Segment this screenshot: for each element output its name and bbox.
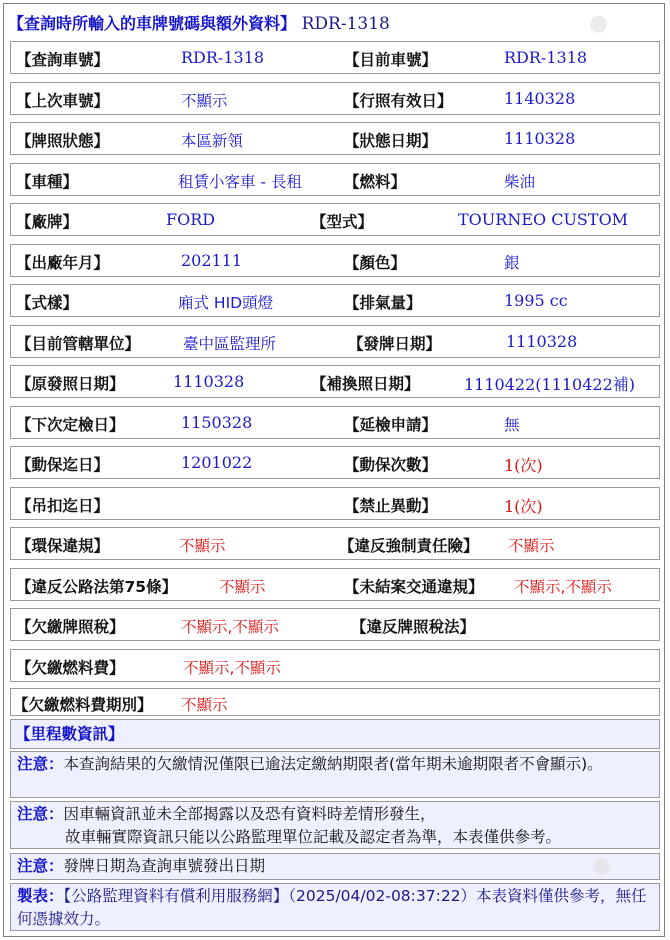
value-environmental-violation: 不顯示 bbox=[179, 537, 226, 555]
value-highway-act-violation: 不顯示 bbox=[219, 578, 266, 596]
value-original-license-date: 1110328 bbox=[173, 372, 245, 391]
row-fuel-fee-period bbox=[10, 688, 660, 716]
value-query-plate: RDR-1318 bbox=[181, 48, 265, 67]
label-license-tax-violation: 【違反牌照稅法】 bbox=[351, 618, 476, 636]
row-vehicle-type bbox=[10, 163, 660, 196]
label-unpaid-license-tax: 【欠繳牌照稅】 bbox=[16, 618, 125, 636]
row-license-tax bbox=[10, 608, 660, 641]
label-next-inspection: 【下次定檢日】 bbox=[16, 416, 125, 434]
value-previous-plate: 不顯示 bbox=[181, 92, 228, 110]
row-previous-plate bbox=[10, 82, 660, 115]
note-disclosure-label: 注意： bbox=[17, 805, 64, 823]
watermark-bottom: ● bbox=[592, 852, 612, 878]
value-brand: FORD bbox=[166, 210, 216, 229]
label-color: 【顏色】 bbox=[344, 254, 407, 272]
row-plate-status bbox=[10, 122, 660, 155]
value-transfer-prohibited: 1(次) bbox=[504, 497, 543, 516]
footer-made-by-text: 【公路監理資料有償利用服務網】（2025/04/02-08:37:22）本表資料僅供參考，無任何憑據效力。 bbox=[17, 887, 647, 928]
value-vehicle-type: 租賃小客車 - 長租 bbox=[178, 173, 302, 191]
header-plate: RDR-1318 bbox=[301, 14, 390, 34]
value-plate-status: 本區新領 bbox=[181, 132, 244, 150]
value-body-style: 廂式 HID頭燈 bbox=[178, 294, 274, 312]
label-jurisdiction: 【目前管轄單位】 bbox=[16, 335, 141, 353]
value-chattel-mortgage-end: 1201022 bbox=[181, 453, 253, 472]
mileage-title: 【里程數資訊】 bbox=[15, 725, 124, 743]
label-unpaid-fuel-fee-period: 【欠繳燃料費期別】 bbox=[13, 696, 153, 714]
row-plate bbox=[10, 41, 660, 74]
row-fuel-fee bbox=[10, 649, 660, 682]
label-fuel: 【燃料】 bbox=[344, 173, 407, 191]
value-manufacture-date: 202111 bbox=[181, 251, 243, 270]
note-arrears bbox=[10, 751, 660, 798]
value-compulsory-insurance-violation: 不顯示 bbox=[508, 537, 555, 555]
label-plate-status: 【牌照狀態】 bbox=[16, 132, 110, 150]
note-disclosure bbox=[10, 801, 660, 849]
row-jurisdiction bbox=[10, 325, 660, 358]
value-displacement: 1995 cc bbox=[504, 291, 568, 310]
label-current-plate: 【目前車號】 bbox=[344, 51, 438, 69]
note-disclosure-line2: 故車輛實際資訊只能以公路監理單位記載及認定者為準，本表僅供參考。 bbox=[65, 828, 562, 846]
note-arrears-text: 本查詢結果的欠繳情況僅限已逾法定繳納期限者(當年期未逾期限者不會顯示)。 bbox=[63, 755, 603, 773]
label-replacement-date: 【補換照日期】 bbox=[311, 375, 420, 393]
label-issue-date: 【發牌日期】 bbox=[348, 335, 442, 353]
watermark-top: ● bbox=[589, 10, 609, 36]
note-issue-date-label: 注意： bbox=[17, 857, 64, 875]
row-original-license-date bbox=[10, 365, 660, 398]
value-issue-date: 1110328 bbox=[506, 332, 578, 351]
value-status-date: 1110328 bbox=[504, 129, 576, 148]
value-unpaid-fuel-fee: 不顯示,不顯示 bbox=[183, 659, 281, 677]
row-next-inspection bbox=[10, 406, 660, 439]
row-suspension bbox=[10, 487, 660, 520]
label-brand: 【廠牌】 bbox=[16, 213, 79, 231]
footer-made-by-label: 製表： bbox=[17, 887, 64, 905]
row-manufacture-date bbox=[10, 244, 660, 277]
value-fuel: 柴油 bbox=[504, 173, 536, 191]
label-open-traffic-violations: 【未結案交通違規】 bbox=[344, 578, 484, 596]
label-chattel-mortgage-count: 【動保次數】 bbox=[344, 456, 438, 474]
label-unpaid-fuel-fee: 【欠繳燃料費】 bbox=[16, 659, 125, 677]
label-compulsory-insurance-violation: 【違反強制責任險】 bbox=[339, 537, 479, 555]
mileage-section bbox=[10, 719, 660, 749]
value-jurisdiction: 臺中區監理所 bbox=[183, 335, 277, 353]
value-license-valid-date: 1140328 bbox=[504, 89, 576, 108]
header-title: 【查詢時所輸入的車牌號碼與額外資料】 bbox=[8, 14, 297, 33]
label-body-style: 【式樣】 bbox=[16, 294, 79, 312]
value-chattel-mortgage-count: 1(次) bbox=[504, 456, 543, 475]
label-displacement: 【排氣量】 bbox=[344, 294, 422, 312]
report-page bbox=[3, 3, 665, 937]
label-query-plate: 【查詢車號】 bbox=[16, 51, 110, 69]
label-chattel-mortgage-end: 【動保迄日】 bbox=[16, 456, 110, 474]
row-environmental-violation bbox=[10, 527, 660, 560]
row-highway-act-violation bbox=[10, 568, 660, 601]
value-unpaid-fuel-fee-period: 不顯示 bbox=[181, 696, 228, 714]
value-next-inspection: 1150328 bbox=[181, 413, 253, 432]
value-inspection-extension: 無 bbox=[504, 416, 520, 434]
note-issue-date bbox=[10, 853, 660, 880]
report-header bbox=[8, 11, 390, 34]
note-issue-date-text: 發牌日期為查詢車號發出日期 bbox=[63, 857, 266, 875]
label-manufacture-date: 【出廠年月】 bbox=[16, 254, 110, 272]
row-body-style bbox=[10, 284, 660, 317]
value-open-traffic-violations: 不顯示,不顯示 bbox=[514, 578, 612, 596]
label-highway-act-violation: 【違反公路法第75條】 bbox=[16, 578, 178, 596]
label-environmental-violation: 【環保違規】 bbox=[16, 537, 110, 555]
label-original-license-date: 【原發照日期】 bbox=[16, 375, 125, 393]
label-transfer-prohibited: 【禁止異動】 bbox=[344, 497, 438, 515]
value-current-plate: RDR-1318 bbox=[504, 48, 588, 67]
value-replacement-date: 1110422(1110422補) bbox=[464, 375, 636, 394]
label-model: 【型式】 bbox=[311, 213, 374, 231]
row-brand bbox=[10, 203, 660, 236]
label-previous-plate: 【上次車號】 bbox=[16, 92, 110, 110]
value-model: TOURNEO CUSTOM bbox=[458, 210, 629, 229]
note-arrears-label: 注意： bbox=[17, 755, 64, 773]
label-vehicle-type: 【車種】 bbox=[16, 173, 79, 191]
label-suspension-end: 【吊扣迄日】 bbox=[16, 497, 110, 515]
footer-made-by bbox=[10, 883, 660, 931]
row-chattel-mortgage bbox=[10, 446, 660, 479]
value-unpaid-license-tax: 不顯示,不顯示 bbox=[181, 618, 279, 636]
label-license-valid-date: 【行照有效日】 bbox=[344, 92, 453, 110]
value-color: 銀 bbox=[504, 254, 520, 272]
label-inspection-extension: 【延檢申請】 bbox=[344, 416, 438, 434]
label-status-date: 【狀態日期】 bbox=[344, 132, 438, 150]
note-disclosure-line1: 因車輛資訊並未全部揭露以及恐有資料時差情形發生， bbox=[63, 805, 436, 823]
